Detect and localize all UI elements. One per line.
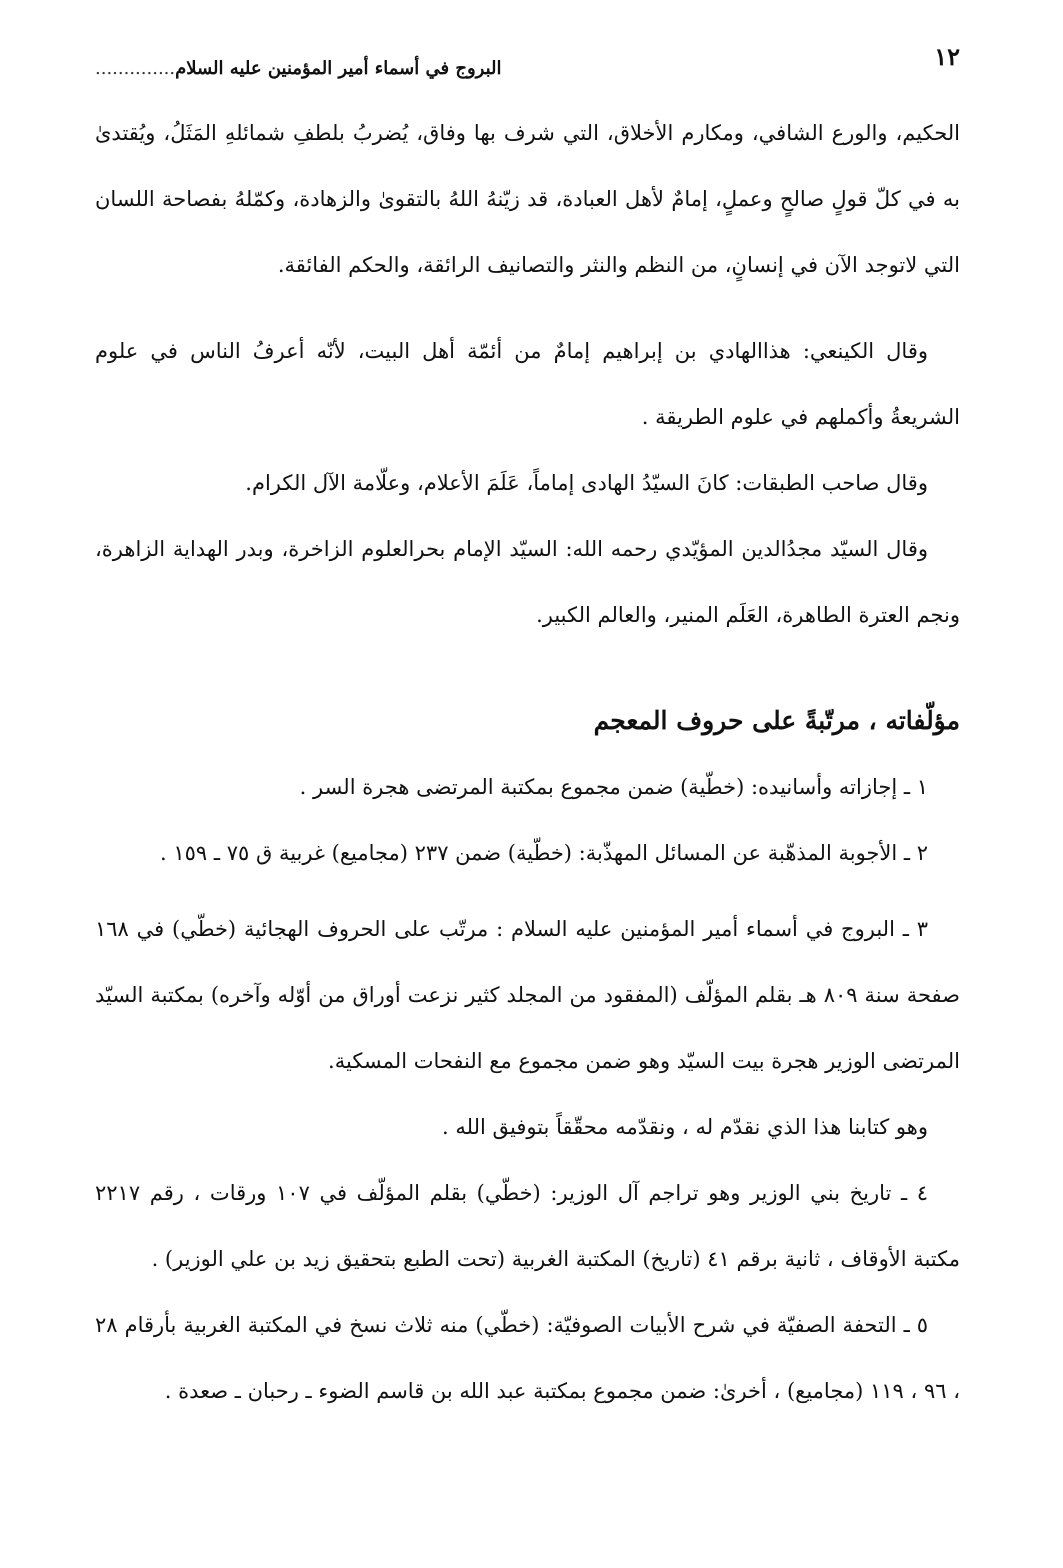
- body-text: [95, 100, 960, 1424]
- running-title-text: البروج في أسماء أمير المؤمنين عليه السلام: [175, 58, 502, 79]
- work-item-5: ٥ ـ التحفة الصفيّة في شرح الأبيات الصوفيّة: (خطّي) منه ثلاث نسخ في المكتبة الغربية بأرقام ٢٨ ، ٩٦ ، ١١٩ (مجاميع) ، أخرىٰ: ضمن مجموع بمكتبة عبد الله بن قاسم الضوء ـ رحبان ـ صعدة .: [95, 1313, 960, 1403]
- intro-paragraph: الحكيم، والورع الشافي، ومكارم الأخلاق، التي شرف بها وفاق، يُضربُ بلطفِ شمائلهِ المَثَلُ، ويُقتدىٰ به في كلّ قولٍ صالحٍ وعملٍ، إمامٌ لأهل العبادة، قد زيّنهُ اللهُ بالتقوىٰ والزهادة، وكمّلهُ بفصاحة اللسان التي لاتوجد الآن في إنسانٍ، من النظم والنثر والتصانيف الرائقة، والحكم الفائقة.: [95, 121, 960, 277]
- page-number: ١٢: [934, 42, 960, 71]
- work-item-1: ١ ـ إجازاته وأسانيده: (خطّية) ضمن مجموع بمكتبة المرتضى هجرة السر .: [299, 775, 928, 799]
- running-header: [95, 40, 960, 84]
- quote-majd-al-din: وقال السيّد مجدُالدين المؤيّدي رحمه الله: السيّد الإمام بحرالعلوم الزاخرة، وبدر الهداية الزاهرة، ونجم العترة الطاهرة، العَلَم المنير، والعالم الكبير.: [95, 537, 960, 627]
- work-item-3-note: وهو كتابنا هذا الذي نقدّم له ، ونقدّمه محقّقاً بتوفيق الله .: [442, 1115, 928, 1139]
- leader-dots: ..............: [95, 58, 176, 79]
- work-item-4: ٤ ـ تاريخ بني الوزير وهو تراجم آل الوزير: (خطّي) بقلم المؤلّف في ١٠٧ ورقات ، رقم ٢٢١٧ مكتبة الأوقاف ، ثانية برقم ٤١ (تاريخ) المكتبة الغربية (تحت الطبع بتحقيق زيد بن علي الوزير) .: [95, 1181, 960, 1271]
- running-title: [95, 58, 502, 79]
- work-item-2: ٢ ـ الأجوبة المذهّبة عن المسائل المهذّبة: (خطّية) ضمن ٢٣٧ (مجاميع) غربية ق ٧٥ ـ ١٥٩ .: [160, 841, 928, 865]
- quote-tabaqat: وقال صاحب الطبقات: كانَ السيّدُ الهادى إماماً، عَلَمَ الأعلام، وعلّامة الآل الكرام.: [245, 471, 928, 495]
- quote-kinai: وقال الكينعي: هذاالهادي بن إبراهيم إمامٌ من أئمّة أهل البيت، لأنّه أعرفُ الناس في علوم الشريعةُ وأكملهم في علوم الطريقة .: [95, 339, 960, 429]
- section-heading-works: مؤلّفاته ، مرتّبةً على حروف المعجم: [593, 706, 960, 735]
- work-item-3: ٣ ـ البروج في أسماء أمير المؤمنين عليه السلام : مرتّب على الحروف الهجائية (خطّي) في ١٦٨ صفحة سنة ٨٠٩ هـ بقلم المؤلّف (المفقود من المجلد كثير نزعت أوراق من أوّله وآخره) بمكتبة السيّد المرتضى الوزير هجرة بيت السيّد وهو ضمن مجموع مع النفحات المسكية.: [95, 917, 960, 1073]
